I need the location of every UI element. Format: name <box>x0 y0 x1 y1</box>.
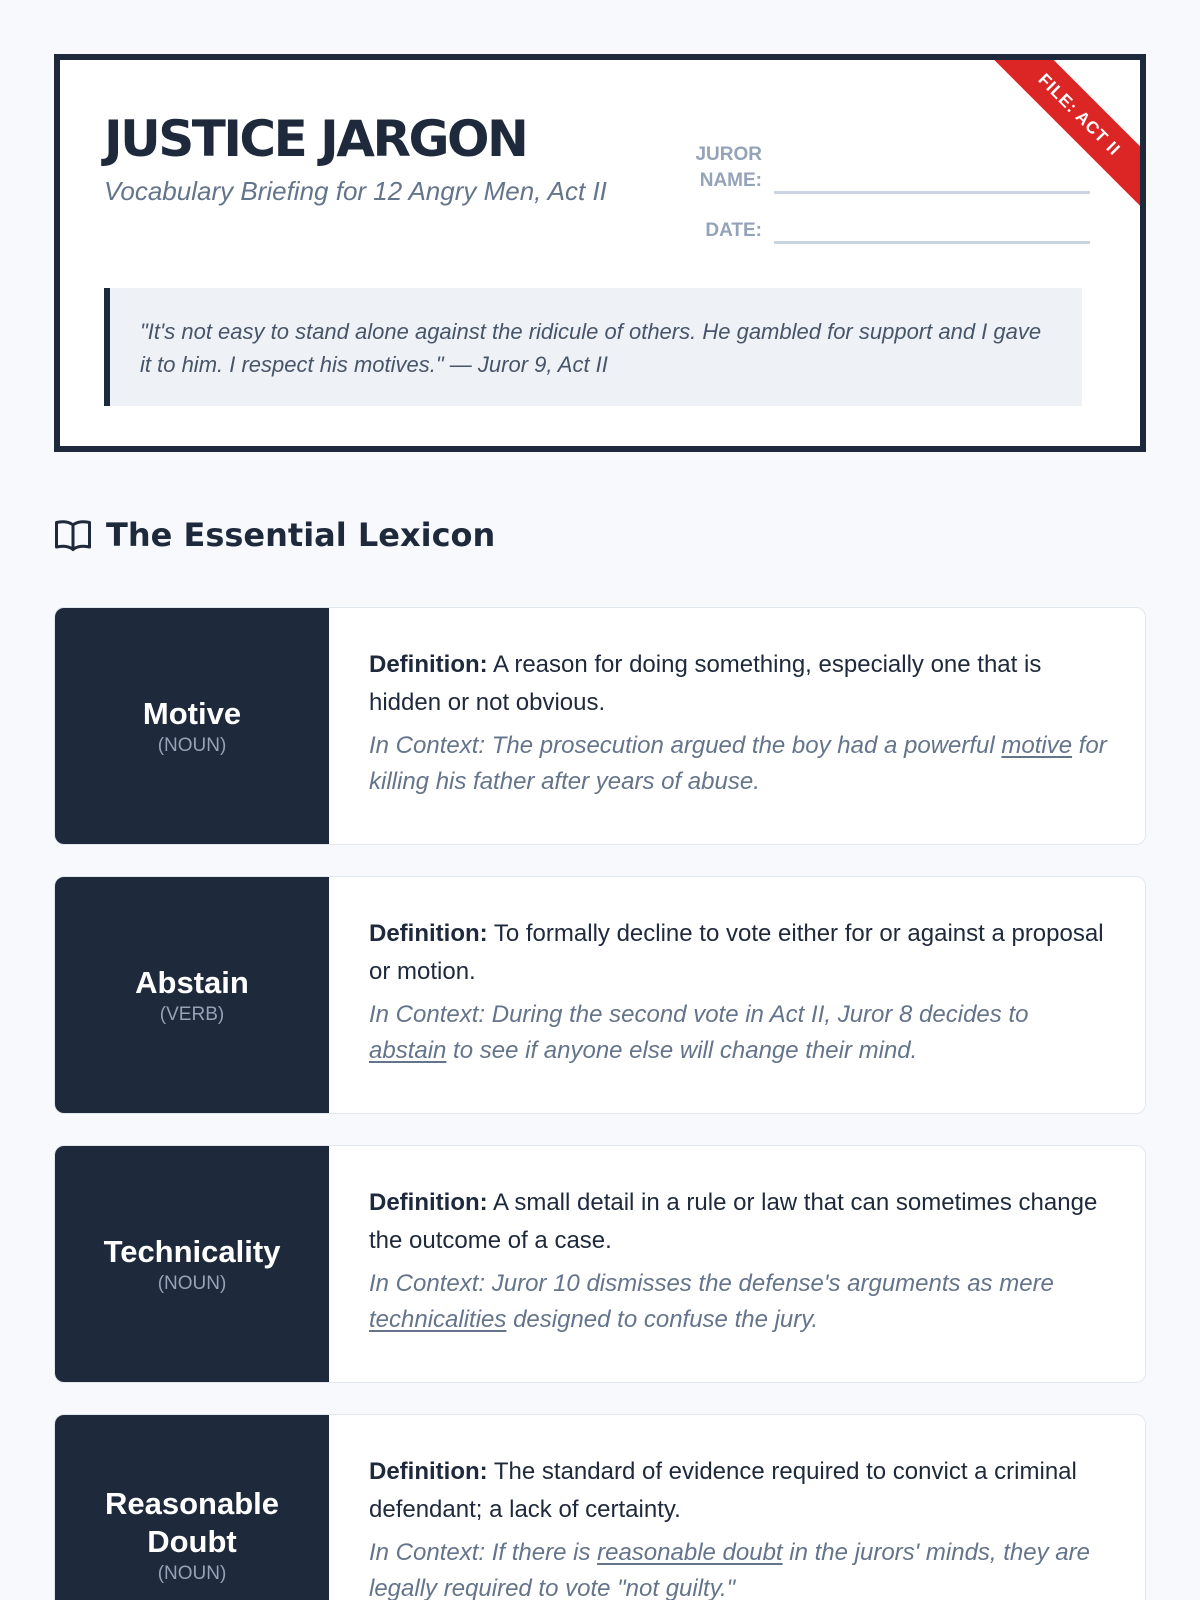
page-subtitle: Vocabulary Briefing for 12 Angry Men, Act II <box>104 176 607 206</box>
juror-name-label: JUROR NAME: <box>695 144 762 191</box>
term-panel <box>55 608 329 844</box>
definition-area <box>369 1453 1107 1600</box>
context-after: in the jurors' minds, they are legally required to vote "not guilty." <box>369 1539 1090 1600</box>
definition-label: Definition: <box>369 920 488 947</box>
book-icon <box>54 518 92 552</box>
date-label: DATE: <box>705 220 762 241</box>
definition-body: The standard of evidence required to convict a criminal defendant; a lack of certainty. <box>369 1458 1077 1523</box>
context-after: designed to confuse the jury. <box>506 1306 819 1333</box>
juror-name-row <box>680 142 1090 196</box>
term-part-of-speech: (VERB) <box>159 1004 225 1025</box>
context-before: In Context: Juror 10 dismisses the defense's arguments as mere <box>369 1270 1054 1297</box>
term-word: Abstain <box>135 965 249 1000</box>
definition-text <box>369 1453 1107 1529</box>
vocab-card <box>54 607 1146 845</box>
juror-quote: "It's not easy to stand alone against the ridicule of others. He gambled for support and I gave it to him. I respect his motives." — Juror 9, Act II <box>104 288 1082 406</box>
term-panel <box>55 877 329 1113</box>
context-after: to see if anyone else will change their mind. <box>446 1037 918 1064</box>
context-term: abstain <box>369 1037 447 1064</box>
context-sentence <box>369 997 1107 1069</box>
context-before: In Context: If there is <box>369 1539 598 1566</box>
date-field[interactable] <box>774 241 1090 244</box>
term-panel <box>55 1415 329 1600</box>
term-part-of-speech: (NOUN) <box>157 1563 227 1584</box>
vocab-card <box>54 1145 1146 1383</box>
definition-area <box>369 915 1107 1069</box>
definition-label: Definition: <box>369 1458 488 1485</box>
vocab-card <box>54 1414 1146 1600</box>
date-row <box>680 214 1090 246</box>
section-title: The Essential Lexicon <box>106 516 496 554</box>
term-word: Technicality <box>103 1234 281 1269</box>
term-panel <box>55 1146 329 1382</box>
definition-text <box>369 1184 1107 1260</box>
definition-body: To formally decline to vote either for or against a proposal or motion. <box>369 920 1104 985</box>
context-sentence <box>369 728 1107 800</box>
context-term: technicalities <box>369 1306 507 1333</box>
context-sentence <box>369 1535 1107 1600</box>
definition-body: A reason for doing something, especially one that is hidden or not obvious. <box>369 651 1042 716</box>
definition-body: A small detail in a rule or law that can sometimes change the outcome of a case. <box>369 1189 1098 1254</box>
term-word: Reasonable Doubt <box>104 1486 279 1559</box>
definition-label: Definition: <box>369 651 488 678</box>
vocab-card <box>54 876 1146 1114</box>
term-part-of-speech: (NOUN) <box>157 1273 227 1294</box>
context-term: reasonable doubt <box>597 1539 783 1566</box>
context-before: In Context: During the second vote in Act II, Juror 8 decides to <box>369 1001 1029 1028</box>
header-card <box>54 54 1146 452</box>
context-term: motive <box>1001 732 1073 759</box>
term-part-of-speech: (NOUN) <box>157 735 227 756</box>
definition-label: Definition: <box>369 1189 488 1216</box>
definition-text <box>369 915 1107 991</box>
file-ribbon: FILE: ACT II <box>976 54 1146 218</box>
definition-area <box>369 646 1107 800</box>
page-title: JUSTICE JARGON <box>104 110 527 168</box>
definition-area <box>369 1184 1107 1338</box>
juror-name-field[interactable] <box>774 191 1090 194</box>
context-before: In Context: The prosecution argued the boy had a powerful <box>369 732 1002 759</box>
section-heading <box>54 516 495 554</box>
definition-text <box>369 646 1107 722</box>
term-word: Motive <box>142 696 242 731</box>
context-after: for killing his father after years of abuse. <box>369 732 1107 795</box>
context-sentence <box>369 1266 1107 1338</box>
